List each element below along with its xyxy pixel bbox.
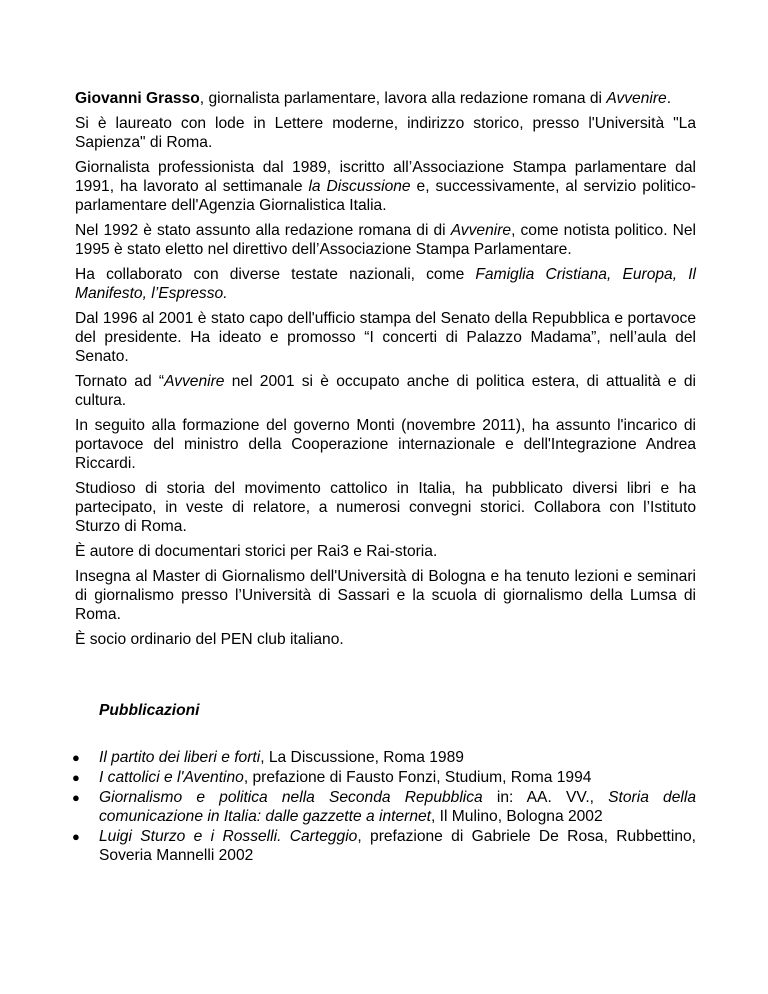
- text-run: In seguito alla formazione del governo Monti (novembre 2011), ha assunto l'incarico di portavoce del ministro della Cooperazione internazionale e dell'Integrazione Andrea Riccardi.: [75, 417, 696, 472]
- italic-text-run: Storia della comunicazione in Italia: dalle gazzette a internet: [99, 789, 696, 825]
- text-run: Tornato ad “: [75, 373, 165, 390]
- publication-item: [72, 768, 696, 787]
- biography-text: [75, 89, 696, 649]
- bio-paragraph: [75, 416, 696, 473]
- text-run: Dal 1996 al 2001 è stato capo dell'ufficio stampa del Senato della Repubblica e portavoce del presidente. Ha ideato e promosso “I concerti di Palazzo Madama”, nell’aula del Senato.: [75, 310, 696, 365]
- bullet-icon: ●: [72, 829, 80, 844]
- italic-text-run: Avvenire: [606, 90, 667, 107]
- biography-document: [72, 89, 697, 866]
- publication-item: [72, 788, 696, 826]
- text-run: e, successivamente, al servizio politico-parlamentare dell'Agenzia Giornalistica Italia.: [75, 178, 696, 214]
- bullet-icon: ●: [72, 750, 80, 765]
- publication-item: [72, 748, 696, 767]
- text-run: , La Discussione, Roma 1989: [260, 749, 464, 766]
- bio-paragraph: [75, 309, 696, 366]
- bio-paragraph: [75, 542, 696, 561]
- bio-paragraph: [75, 372, 696, 410]
- text-run: Ha collaborato con diverse testate nazionali, come: [75, 266, 476, 283]
- text-run: È autore di documentari storici per Rai3 e Rai-storia.: [75, 543, 438, 560]
- text-run: Studioso di storia del movimento cattolico in Italia, ha pubblicato diversi libri e ha partecipato, in veste di relatore, a numerosi convegni storici. Collabora con l’Istituto Sturzo di Roma.: [75, 480, 696, 535]
- bio-paragraph: [75, 114, 696, 152]
- text-run: Insegna al Master di Giornalismo dell'Università di Bologna e ha tenuto lezioni e seminari di giornalismo presso l’Università di Sassari e la scuola di giornalismo della Lumsa di Roma.: [75, 568, 696, 623]
- bio-paragraph: [75, 265, 696, 303]
- text-run: .: [666, 90, 672, 107]
- text-run: Si è laureato con lode in Lettere moderne, indirizzo storico, presso l'Università "La Sapienza" di Roma.: [75, 115, 696, 151]
- italic-text-run: I cattolici e l'Aventino: [99, 769, 244, 786]
- italic-text-run: Avvenire: [450, 222, 512, 239]
- italic-text-run: Il partito dei liberi e forti: [99, 749, 261, 766]
- italic-text-run: Luigi Sturzo e i Rosselli. Carteggio: [99, 828, 358, 845]
- text-run: , come notista politico. Nel 1995 è stato eletto nel direttivo dell’Associazione Stampa Parlamentare.: [75, 222, 696, 258]
- bio-paragraph: [75, 567, 696, 624]
- text-run: in: AA. VV.,: [482, 789, 609, 806]
- text-run: , prefazione di Gabriele De Rosa, Rubbettino, Soveria Mannelli 2002: [99, 828, 697, 864]
- bold-text-run: Giovanni Grasso: [75, 90, 200, 107]
- text-run: , prefazione di Fausto Fonzi, Studium, Roma 1994: [243, 769, 592, 786]
- text-run: nel 2001 si è occupato anche di politica estera, di attualità e di cultura.: [75, 373, 696, 409]
- bio-paragraph: [75, 89, 696, 108]
- bullet-icon: ●: [72, 770, 80, 785]
- publications-heading: Pubblicazioni: [99, 702, 200, 719]
- publication-item: [72, 827, 697, 865]
- italic-text-run: Famiglia Cristiana, Europa, Il Manifesto, l’Espresso.: [75, 266, 696, 302]
- text-run: , giornalista parlamentare, lavora alla redazione romana di: [199, 90, 607, 107]
- italic-text-run: la Discussione: [308, 178, 411, 195]
- italic-text-run: Giornalismo e politica nella Seconda Repubblica: [99, 789, 483, 806]
- bio-paragraph: [75, 158, 696, 215]
- text-run: , Il Mulino, Bologna 2002: [431, 808, 603, 825]
- bio-paragraph: [75, 630, 696, 649]
- bio-paragraph: [75, 221, 696, 259]
- text-run: Giornalista professionista dal 1989, iscritto all’Associazione Stampa parlamentare dal 1991, ha lavorato al settimanale: [75, 159, 696, 195]
- text-run: È socio ordinario del PEN club italiano.: [75, 631, 344, 648]
- publications-list: [72, 748, 697, 865]
- italic-text-run: Avvenire: [164, 373, 225, 390]
- text-run: Nel 1992 è stato assunto alla redazione romana di di: [75, 222, 451, 239]
- bullet-icon: ●: [72, 790, 80, 805]
- bio-paragraph: [75, 479, 696, 536]
